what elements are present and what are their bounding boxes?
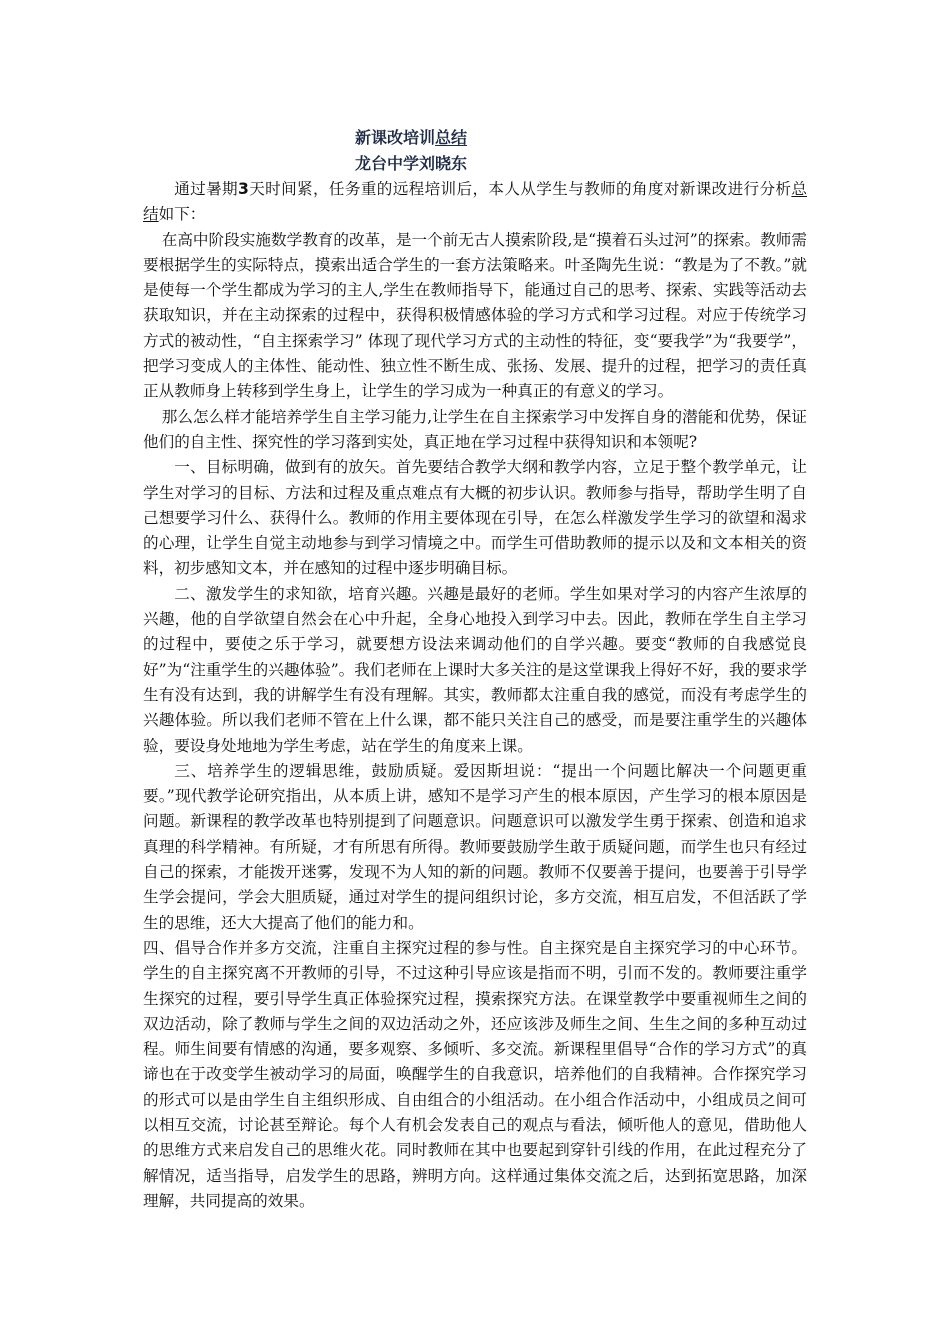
paragraph-1: 在高中阶段实施数学教育的改革，是一个前无古人摸索阶段,是“摸着石头过河”的探索。教师需要根据学生的实际特点，摸索出适合学生的一套方法策略来。叶圣陶先生说：“教是为了不教。”就是使每一个学生都成为学习的主人,学生在教师指导下，能通过自己的思考、探索、实践等活动去获取知识，并在主动探索的过程中，获得积极情感体验的学习方式和学习过程。对应于传统学习方式的被动性，“自主探索学习” 体现了现代学习方式的主动性的特征，变“要我学”为“我要学”，把学习变成人的主体性、能动性、独立性不断生成、张扬、发展、提升的过程，把学习的责任真正从教师身上转移到学生身上，让学生的学习成为一种真正的有意义的学习。 [143,230,807,401]
paragraph-6: 四、倡导合作并多方交流，注重自主探究过程的参与性。自主探究是自主探究学习的中心环节。学生的自主探究离不开教师的引导，不过这种引导应该是指而不明，引而不发的。教师要注重学生探究的过程，要引导学生真正体验探究过程，摸索探究方法。在课堂教学中要重视师生之间的双边活动，除了教师与学生之间的双边活动之外，还应该涉及师生之间、生生之间的多种互动过程。师生间要有情感的沟通，要多观察、多倾听、多交流。新课程里倡导“合作的学习方式”的真谛也在于改变学生被动学习的局面，唤醒学生的自我意识，培养他们的自我精神。合作探究学习的形式可以是由学生自主组织形成、自由组合的小组活动。在小组合作活动中，小组成员之间可以相互交流，讨论甚至辩论。每个人有机会发表自己的观点与看法，倾听他人的意见，借助他人的思维方式来启发自己的思维火花。同时教师在其中也要起到穿针引线的作用，在此过程充分了解情况，适当指导，启发学生的思路，辨明方向。这样通过集体交流之后，达到拓宽思路，加深理解，共同提高的效果。 [143,938,807,1210]
document-title-plain: 新课改培训 [355,128,436,147]
paragraph-5: 三、培养学生的逻辑思维，鼓励质疑。爱因斯坦说：“提出一个问题比解决一个问题更重要。”现代教学论研究指出，从本质上讲，感知不是学习产生的根本原因，产生学习的根本原因是问题。新课程的教学改革也特别提到了问题意识。问题意识可以激发学生勇于探索、创造和追求真理的科学精神。有所疑，才有所思有所得。教师要鼓励学生敢于质疑问题，而学生也只有经过自己的探索，才能拨开迷雾，发现不为人知的新的问题。教师不仅要善于提问，也要善于引导学生学会提问，学会大胆质疑，通过对学生的提问组织讨论，多方交流，相互启发，不但活跃了学生的思维，还大大提高了他们的能力和。 [143,761,807,932]
intro-summary-link[interactable]: 总结 [143,180,807,224]
document-body [143,177,807,1214]
paragraph-2: 那么怎么样才能培养学生自主学习能力,让学生在自主探索学习中发挥自身的潜能和优势，保证他们的自主性、探究性的学习落到实处，真正地在学习过程中获得知识和本领呢? [143,407,807,451]
title-block [355,125,675,177]
intro-days-number: 3 [237,180,249,198]
intro-part3: 如下： [158,205,206,224]
author-line: 龙台中学刘晓东 [355,154,468,173]
document-title-link[interactable]: 总结 [435,128,468,147]
intro-part1: 通过暑期 [174,180,238,198]
intro-paragraph [143,177,807,228]
paragraph-3: 一、目标明确，做到有的放矢。首先要结合教学大纲和教学内容，立足于整个教学单元，让学生对学习的目标、方法和过程及重点难点有大概的初步认识。教师参与指导，帮助学生明了自己想要学习什么、获得什么。教师的作用主要体现在引导，在怎么样激发学生学习的欲望和渴求的心理，让学生自觉主动地参与到学习情境之中。而学生可借助教师的提示以及和文本相关的资料，初步感知文本，并在感知的过程中逐步明确目标。 [143,458,807,578]
paragraph-4: 二、激发学生的求知欲，培育兴趣。兴趣是最好的老师。学生如果对学习的内容产生浓厚的兴趣，他的自学欲望自然会在心中升起，全身心地投入到学习中去。因此，教师在学生自主学习的过程中，要使之乐于学习，就要想方设法来调动他们的自学兴趣。要变“教师的自我感觉良好”为“注重学生的兴趣体验”。我们老师在上课时大多关注的是这堂课我上得好不好，我的要求学生有没有达到，我的讲解学生有没有理解。其实，教师都太注重自我的感觉，而没有考虑学生的兴趣体验。所以我们老师不管在上什么课，都不能只关注自己的感受，而是要注重学生的兴趣体验，要设身处地地为学生考虑，站在学生的角度来上课。 [143,584,807,755]
intro-part2: 天时间紧，任务重的远程培训后，本人从学生与教师的角度对新课改进行分析 [248,180,792,198]
document-title [355,125,675,151]
